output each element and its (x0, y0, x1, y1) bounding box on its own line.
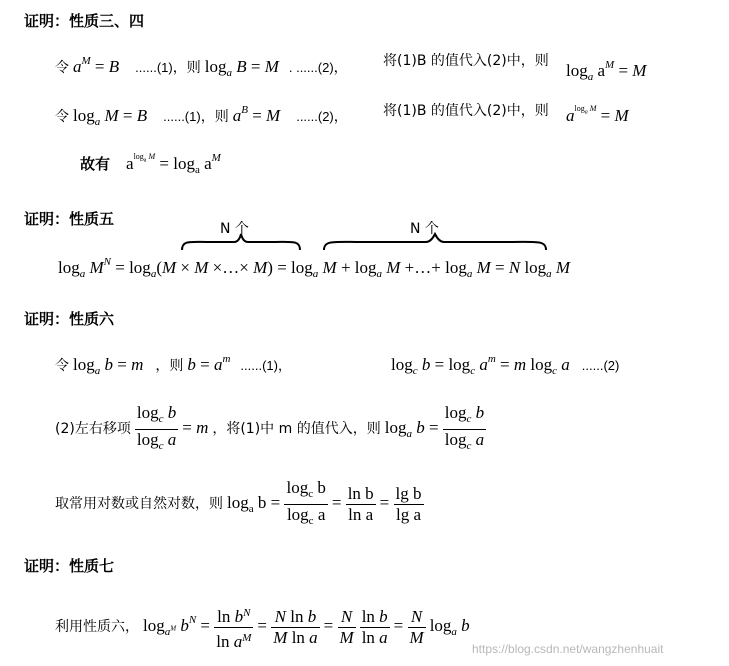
move-terms-text: (2)左右移项 (55, 421, 131, 438)
substitute-text: 将(1)B 的值代入(2)中，则 (383, 53, 549, 69)
formula-log-a-b-eq-m: $\log_a B = M$ (204, 57, 279, 79)
formula-conclusion-34: $a^{log_a M} = \log_a a^M$ (126, 152, 221, 176)
equation-tag-2: . ......(2) (288, 60, 334, 75)
heading-property-5: 证明：性质五 (24, 210, 115, 228)
comma: ， (333, 109, 348, 125)
equation-tag-1: ......(1) (135, 60, 173, 75)
ze-label: ，则 (200, 109, 229, 125)
ling-label: 令 (55, 358, 69, 374)
substitute-m-text: ，将(1)中 m 的值代入，则 (212, 421, 381, 438)
proof7-line: 利用性质六， $\log_{a^M} b^N$ = $\frac{\ln b^N}{\ln a^M}$ = $\frac{\text{N ln b}}{\text{M ln a}}$ = $\frac{N}{M}$ $\frac{\text{ln b}}{\text{ln a}}$ = $\frac{N}{M}$ $\log_a b$ (55, 603, 470, 652)
fraction-logc: $\frac{\log_c b}{\log_c a}$ (286, 478, 326, 527)
use-property-6-text: 利用性质六， (55, 619, 139, 636)
guyou-label: 故有 (80, 155, 111, 173)
proof34-line2 (55, 104, 348, 128)
equation-tag-2: ......(2) (296, 109, 334, 124)
formula-log-aM-bN: $\log_{a^M} b^N$ = (143, 614, 215, 639)
formula-log-a-m-eq-b: $\log_a M = B$ (73, 106, 148, 128)
common-log-text: 取常用对数或自然对数，则 (55, 496, 223, 513)
proof6-line1-right (391, 353, 619, 377)
equation-tag-1: ......(1)， (240, 358, 291, 373)
proof6-line3: 取常用对数或自然对数，则 $\log_a b$ = $\frac{\log_c b}{\log_c a}$ = $\frac{\text{ln b}}{\text{ln a}}$ = $\frac{\text{lg b}}{\text{lg a}}$ (55, 478, 424, 531)
formula-log-a-b-eq-m: $\log_a b = m$ (73, 355, 144, 377)
formula-log-c-b: $\log_c b = \log_c a^m = m$ $\log_c a$ (391, 353, 570, 377)
equation-tag-2: ......(2) (581, 358, 620, 373)
ling-label: 令 (55, 60, 69, 76)
formula-log-a-b: $\log_a b$ = (227, 493, 285, 516)
fraction-logc-b-over-logc-a: $\frac{\log_c b}{\log_c a}$ (136, 403, 177, 452)
ling-label: 令 (55, 109, 69, 125)
proof34-line3 (80, 152, 221, 176)
proof34-line1 (55, 55, 348, 79)
heading-property-6: 证明：性质六 (24, 310, 115, 328)
formula-b-eq-a-pow-m: $b = a^m$ (187, 353, 231, 374)
fraction-lg: $\frac{\text{lg b}}{\text{lg a}}$ (395, 484, 422, 524)
heading-property-7: 证明：性质七 (24, 557, 115, 575)
formula-log-a-b: $\log_a b$ = (384, 418, 443, 441)
watermark-url: https://blog.csdn.net/wangzhenhuait (472, 642, 664, 656)
fraction-ln: $\frac{\text{ln b}}{\text{ln a}}$ (347, 484, 374, 524)
substitute-text: 将(1)B 的值代入(2)中，则 (383, 103, 549, 119)
formula-log-a-a-pow-m: $\log_a a^M = M$ (566, 59, 647, 83)
fraction-n-over-m-2: $\frac{N}{M}$ (409, 607, 424, 647)
fraction-ln-bN-over-ln-aM: $\frac{\ln b^N}{\ln a^M}$ (214, 603, 253, 652)
formula-a-pow-b-eq-m: $a^B = M$ (232, 104, 281, 125)
ze-label: ，则 (172, 60, 201, 76)
formula-a-pow-log-eq-m: $a^{log_a M} = M$ (566, 104, 629, 125)
formula-a-pow-m-eq-b: $a^M = B$ (73, 55, 120, 76)
heading-property-3-4: 证明：性质三、四 (24, 12, 145, 30)
formula-property-5: $\log_a M^N = \log_a(M \times M$ ×…× $M) = \log_a M + \log_a M$ +…+ $\log_a M = N$ $\log_a M$ (58, 256, 571, 280)
formula-log-a-b: $\log_a b$ (429, 616, 470, 639)
fraction-n-over-m: $\frac{N}{M}$ (339, 607, 354, 647)
fraction-n-lnb-over-m-lna: $\frac{\text{N ln b}}{\text{M ln a}}$ (273, 607, 318, 647)
brace-2-label: N 个 (410, 221, 439, 237)
comma: ， (333, 60, 348, 76)
brace-1-label: N 个 (220, 221, 249, 237)
ze-label: ，则 (155, 358, 184, 374)
equation-tag-1: ......(1) (163, 109, 201, 124)
proof6-line1 (55, 353, 291, 377)
fraction-change-of-base: $\frac{\log_c b}{\log_c a}$ (444, 403, 485, 452)
fraction-lnb-over-lna: $\frac{\text{ln b}}{\text{ln a}}$ (361, 607, 388, 647)
proof6-line2: (2)左右移项 $\frac{\log_c b}{\log_c a}$ = m ，将(1)中 m 的值代入，则 $\log_a b$ = $\frac{\log_c b}{\log_c a}$ (55, 403, 486, 456)
